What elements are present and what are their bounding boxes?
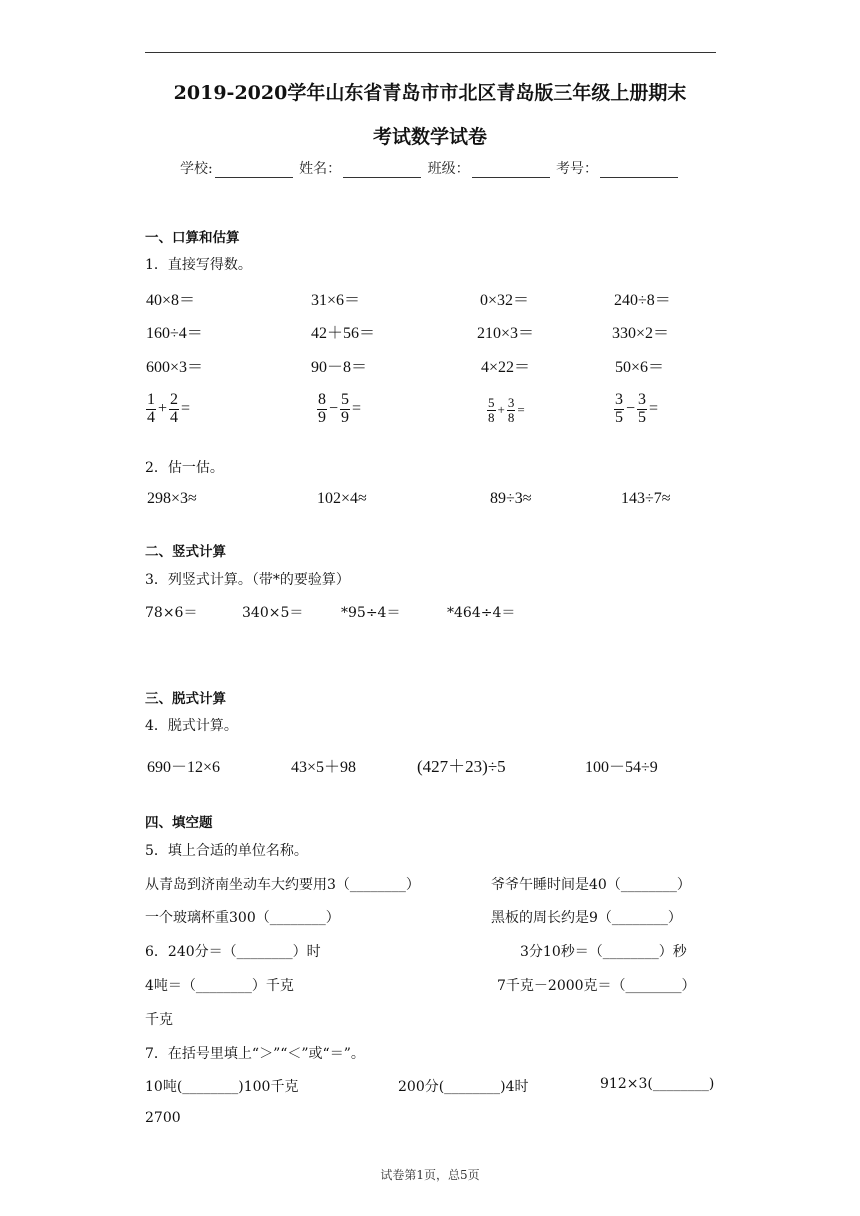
fraction: $\frac{3}{5}$: [638, 391, 647, 426]
school-label: 学校:: [179, 161, 213, 177]
page-footer: 试卷第1页，总5页: [380, 1168, 480, 1182]
q2-item: 89÷3≈: [490, 490, 532, 507]
student-info: [0, 158, 860, 178]
q1-item: 90－8＝: [311, 359, 368, 376]
section-4-heading: 四、填空题: [145, 815, 213, 831]
q7-item-continuation: 2700: [145, 1110, 181, 1126]
q4-item: (427＋23)÷5: [417, 757, 506, 776]
name-blank[interactable]: [343, 163, 421, 178]
fraction: $\frac{3}{8}$: [507, 395, 515, 425]
exam-no-label: 考号：: [556, 161, 599, 177]
class-blank[interactable]: [472, 163, 550, 178]
q6-item[interactable]: 4吨＝（________）千克: [145, 978, 294, 994]
q5-prompt: 5．填上合适的单位名称。: [145, 843, 308, 859]
q2-prompt: 2．估一估。: [145, 460, 224, 476]
title-line-2: 考试数学试卷: [372, 126, 487, 148]
q1-item: 0×32＝: [480, 292, 530, 309]
q7-item[interactable]: 10吨(________)100千克: [145, 1079, 299, 1095]
q4-item: 100－54÷9: [585, 759, 658, 776]
section-1-heading: 一、口算和估算: [145, 230, 240, 246]
q2-item: 102×4≈: [317, 490, 367, 507]
q1-prompt: 1．直接写得数。: [145, 257, 252, 273]
q1-fraction-expr: $\frac{5}{8}$ + $\frac{3}{8}$ =: [488, 395, 525, 425]
header-rule: [145, 52, 716, 53]
q1-item: 50×6＝: [615, 359, 665, 376]
q4-item: 690－12×6: [147, 759, 221, 776]
class-label: 班级：: [427, 161, 470, 177]
q4-prompt: 4．脱式计算。: [145, 718, 238, 734]
q1-item: 42＋56＝: [311, 325, 376, 342]
fraction: $\frac{5}{9}$: [341, 391, 350, 426]
q1-fraction-expr: $\frac{1}{4}$ + $\frac{2}{4}$ =: [147, 391, 191, 426]
q1-item: 40×8＝: [146, 292, 196, 309]
q1-fraction-expr: $\frac{3}{5}$ − $\frac{3}{5}$ =: [615, 391, 659, 426]
fraction: $\frac{3}{5}$: [615, 391, 623, 426]
q7-item[interactable]: 912×3(________): [600, 1076, 715, 1092]
q7-prompt: 7．在括号里填上“＞”“＜”或“＝”。: [145, 1046, 365, 1062]
q5-item[interactable]: 一个玻璃杯重300（________）: [145, 910, 340, 926]
title-line-1: 2019-2020学年山东省青岛市市北区青岛版三年级上册期末: [173, 82, 687, 104]
q6-item-continuation: 千克: [145, 1012, 173, 1028]
q1-item: 600×3＝: [146, 359, 204, 376]
q1-item: 330×2＝: [612, 325, 670, 342]
q1-item: 160÷4＝: [146, 325, 203, 342]
q2-item: 143÷7≈: [621, 490, 671, 507]
section-3-heading: 三、脱式计算: [145, 691, 226, 707]
q5-item[interactable]: 从青岛到济南坐动车大约要用3（________）: [145, 877, 420, 893]
fraction: $\frac{8}{9}$: [318, 391, 326, 426]
q3-item: *95÷4＝: [341, 605, 401, 621]
q7-item[interactable]: 200分(________)4时: [398, 1079, 529, 1095]
q6-item[interactable]: 6．240分＝（________）时: [145, 944, 321, 960]
q3-item: *464÷4＝: [447, 605, 516, 621]
q1-item: 4×22＝: [481, 359, 531, 376]
q2-item: 298×3≈: [147, 490, 197, 507]
fraction: $\frac{2}{4}$: [170, 391, 179, 426]
q4-item: 43×5＋98: [291, 759, 357, 776]
q1-item: 31×6＝: [311, 292, 361, 309]
fraction: $\frac{5}{8}$: [488, 395, 495, 425]
q1-item: 240÷8＝: [614, 292, 671, 309]
q3-prompt: 3．列竖式计算。（带*的要验算）: [145, 572, 350, 588]
q6-item[interactable]: 3分10秒＝（________）秒: [520, 944, 687, 960]
q3-item: 340×5＝: [242, 605, 304, 621]
q3-item: 78×6＝: [145, 605, 198, 621]
q5-item[interactable]: 爷爷午睡时间是40（________）: [491, 877, 691, 893]
q1-item: 210×3＝: [477, 325, 535, 342]
fraction: $\frac{1}{4}$: [147, 391, 155, 426]
section-2-heading: 二、竖式计算: [145, 544, 226, 560]
q5-item[interactable]: 黑板的周长约是9（________）: [491, 910, 682, 926]
name-label: 姓名：: [299, 161, 342, 177]
school-blank[interactable]: [215, 163, 293, 178]
q1-fraction-expr: $\frac{8}{9}$ − $\frac{5}{9}$ =: [318, 391, 362, 426]
q6-item[interactable]: 7千克－2000克＝（________）: [497, 978, 696, 994]
exam-no-blank[interactable]: [600, 163, 678, 178]
